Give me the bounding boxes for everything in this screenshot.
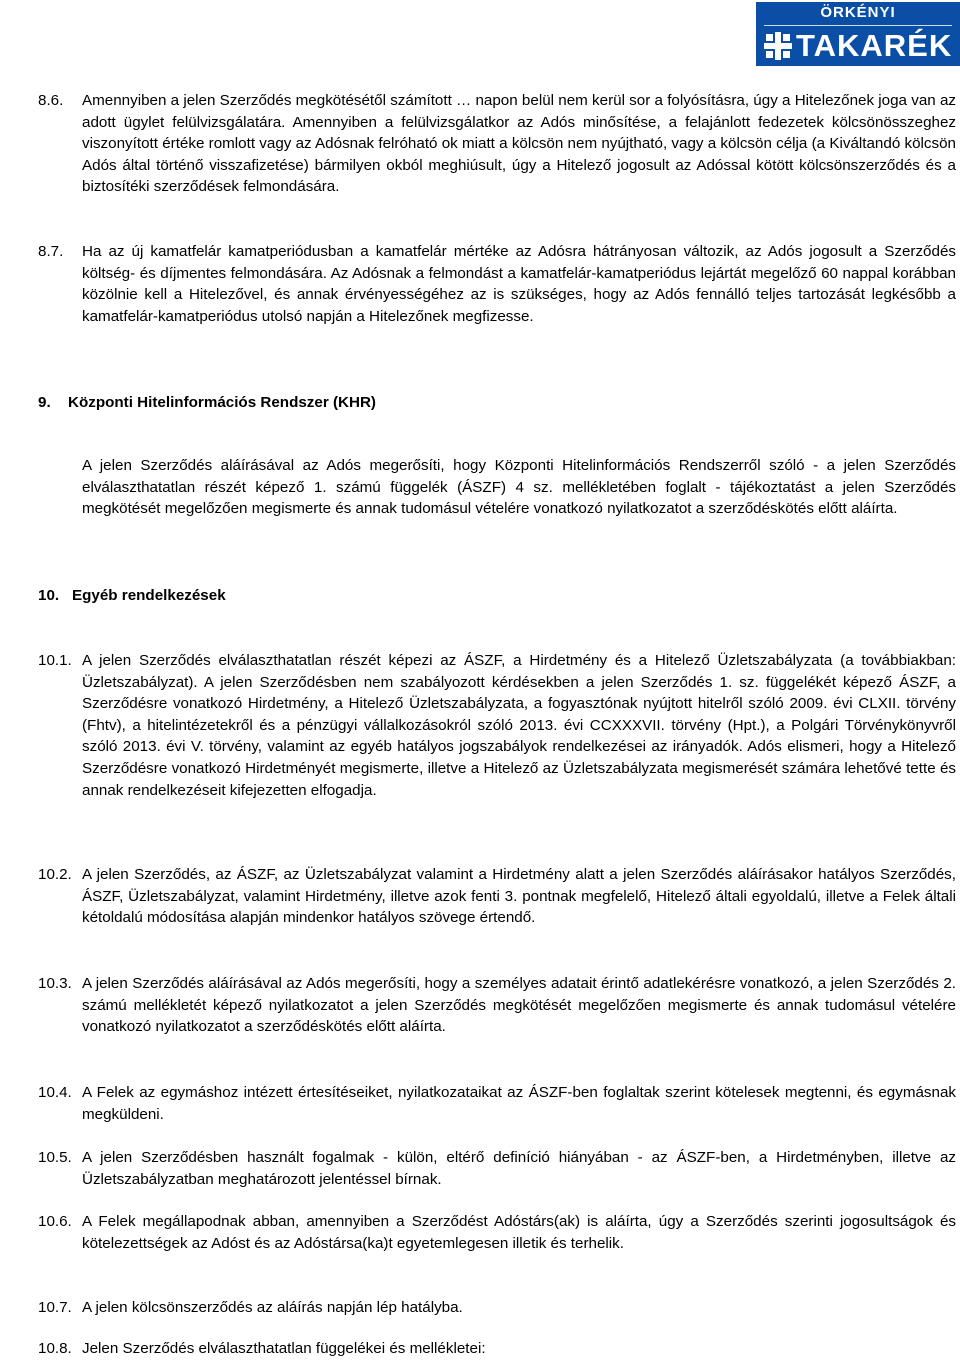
- section-10-7: [38, 1297, 956, 1319]
- logo-divider: [764, 25, 952, 26]
- section-text: A jelen kölcsönszerződés az aláírás napján lép hatályba.: [82, 1299, 463, 1316]
- section-8-6: [38, 90, 956, 198]
- logo-brand-text: TAKARÉK: [796, 28, 953, 63]
- section-number: 10.5.: [38, 1149, 72, 1166]
- section-text: Ha az új kamatfelár kamatperiódusban a kamatfelár mértéke az Adósra hátrányosan változik, az Adós jogosult a Szerződés költség- és díjmentes felmondására. Az Adósnak a felmondást a kamatfelár-kamatperiódus lejártát megelőző 60 nappal korábban közölnie kell a Hitelezővel, és annak érvényességéhez az is szükséges, hogy az Adós fennálló teljes tartozását legkésőbb a kamatfelár-kamatperiódus utolsó napján a Hitelezőnek megfizesse.: [82, 243, 956, 325]
- takarek-logo: [756, 2, 960, 66]
- section-text: A jelen Szerződésben használt fogalmak - külön, eltérő definíció hiányában - az ÁSZF-ben, a Hirdetményben, illetve az Üzletszabályzatban meghatározott jelentéssel bírnak.: [82, 1149, 956, 1188]
- heading-9: [38, 392, 376, 414]
- heading-number: 10.: [38, 587, 60, 604]
- section-number: 10.2.: [38, 866, 72, 883]
- section-text: A jelen Szerződés elválaszthatatlan részét képezi az ÁSZF, a Hirdetmény és a Hitelező Üzletszabályzata (a továbbiakban: Üzletszabályzat). A jelen Szerződésben nem szabályozott kérdésekben a jelen Szerződés 1. sz. függelékét képező ÁSZF, a Szerződésre vonatkozó Hirdetmény, a Hitelező Üzletszabályzata, a fogyasztónak nyújtott hitelről szóló 2009. évi CLXII. törvény (Fhtv), a hitelintézetekről és a pénzügyi vállalkozásokról szóló 2013. évi CCXXXVII. törvény (Hpt.), a Polgári Törvénykönyvről szóló 2013. évi V. törvény, valamint az egyéb hatályos jogszabályok rendelkezései az irányadók. Adós elismeri, hogy a Hitelező Szerződésre vonatkozó Hirdetményét megismerte, illetve a Hitelező az Üzletszabályzata megismerését számára lehetővé tette és annak rendelkezéseit kifejezetten elfogadja.: [82, 652, 956, 799]
- heading-number: 9.: [38, 394, 51, 411]
- section-10-3: [38, 973, 956, 1038]
- section-number: 10.7.: [38, 1299, 72, 1316]
- takarek-emblem-icon: [764, 32, 792, 60]
- section-10-5: [38, 1147, 956, 1190]
- heading-title: Egyéb rendelkezések: [72, 587, 226, 604]
- section-number: 8.7.: [38, 243, 64, 260]
- section-number: 8.6.: [38, 92, 64, 109]
- section-number: 10.8.: [38, 1340, 72, 1357]
- section-text: Amennyiben a jelen Szerződés megkötésétől számított … napon belül nem kerül sor a folyósításra, úgy a Hitelezőnek joga van az adott ügylet felülvizsgálatára. Amennyiben a felülvizsgálatkor az Adós minősítése, a felajánlott fedezetek kölcsönösszeghez viszonyított értéke romlott vagy az Adósnak felróható ok miatt a kölcsön nem nyújtható, vagy a kölcsön célja (a Kiváltandó kölcsön Adós által történő visszafizetése) bármilyen okból meghiúsult, úgy a Hitelező jogosult az Adóssal kötött kölcsönszerződés és a biztosítéki szerződések felmondására.: [82, 92, 956, 196]
- section-text: A jelen Szerződés, az ÁSZF, az Üzletszabályzat valamint a Hirdetmény alatt a jelen Szerződés aláírásakor hatályos Szerződés, ÁSZF, Üzletszabályzat, valamint Hirdetmény, illetve azok fenti 3. pontnak megfelelő, Hitelező általi egyoldalú, illetve a Felek általi kétoldalú módosítása alapján mindenkor hatályos szövege értendő.: [82, 866, 956, 927]
- section-8-7: [38, 241, 956, 327]
- section-10-2: [38, 864, 956, 929]
- section-10-1: [38, 650, 956, 801]
- section-number: 10.6.: [38, 1213, 72, 1230]
- section-text: A jelen Szerződés aláírásával az Adós megerősíti, hogy a személyes adatait érintő adatlekérésre vonatkozó, a jelen Szerződés 2. számú mellékletét képező nyilatkozatot a jelen Szerződés megkötését megelőzően megismerte és annak tudomásul vételére vonatkozó nyilatkozatot a szerződéskötés előtt aláírta.: [82, 975, 956, 1036]
- section-text: A Felek az egymáshoz intézett értesítéseiket, nyilatkozataikat az ÁSZF-ben foglaltak szerint kötelesek megtenni, és egymásnak megküldeni.: [82, 1084, 956, 1123]
- section-10-4: [38, 1082, 956, 1125]
- section-number: 10.4.: [38, 1084, 72, 1101]
- heading-title: Központi Hitelinformációs Rendszer (KHR): [68, 394, 376, 411]
- section-number: 10.1.: [38, 652, 72, 669]
- section-number: 10.3.: [38, 975, 72, 992]
- section-text: A Felek megállapodnak abban, amennyiben a Szerződést Adóstárs(ak) is aláírta, úgy a Szerződés szerinti jogosultságok és kötelezettségek az Adóst és az Adóstársa(ka)t egyetemlegesen illetik és terhelik.: [82, 1213, 956, 1252]
- section-10-6: [38, 1211, 956, 1254]
- heading-10: [38, 585, 226, 607]
- section-9-text: A jelen Szerződés aláírásával az Adós megerősíti, hogy Központi Hitelinformációs Rendszerről szóló - a jelen Szerződés elválaszthatatlan részét képező 1. számú függelék (ÁSZF) 4 sz. mellékletében foglalt - tájékoztatást a jelen Szerződés megkötését megelőzően megismerte és annak tudomásul vételére vonatkozó nyilatkozatot a szerződéskötés előtt aláírta.: [82, 457, 956, 518]
- section-text: Jelen Szerződés elválaszthatatlan függelékei és mellékletei:: [82, 1340, 486, 1357]
- logo-top-text: ÖRKÉNYI: [820, 4, 896, 21]
- section-10-8: [38, 1338, 956, 1360]
